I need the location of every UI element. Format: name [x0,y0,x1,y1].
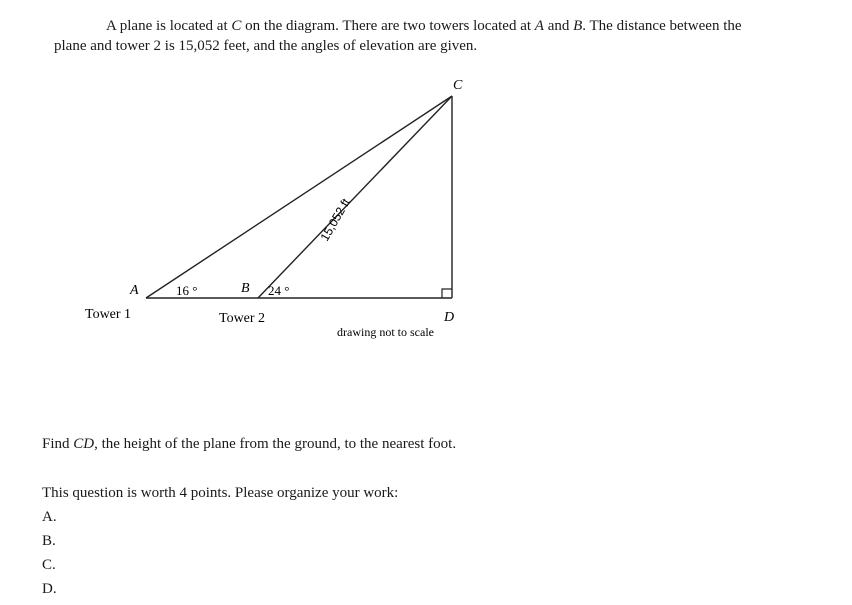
tower1-label: Tower 1 [85,307,132,322]
question-text [42,436,456,453]
line-bc [258,96,452,298]
question-prefix: Find [42,436,74,452]
instructions-text: This question is worth 4 points. Please organize your work: [42,485,399,501]
intro-text-3: . The distance between the plane and tower 2 is 15,052 feet, and the angles of elevation are given. [54,18,742,54]
intro-point-a: A [534,18,544,34]
answer-label-b: B. [42,533,56,549]
tower2-label: Tower 2 [219,311,266,326]
label-point-a: A [130,283,139,298]
intro-point-c: C [231,18,242,34]
intro-text-2: on the diagram. There are two towers located at [241,18,535,34]
angle-b-label: 24 ° [268,283,290,298]
distance-label: 15,052 ft [317,196,353,244]
question-suffix: , the height of the plane from the ground, to the nearest foot. [94,436,457,452]
scale-note: drawing not to scale [337,325,434,339]
answer-label-a: A. [42,509,57,525]
label-point-c: C [453,78,463,93]
angle-a-label: 16 ° [176,283,198,298]
line-ac [146,96,452,298]
right-angle-marker [442,289,452,298]
label-point-d: D [444,310,455,325]
question-variable: CD [73,436,95,452]
intro-text-1: A plane is located at [106,18,232,34]
answer-label-d: D. [42,581,57,597]
label-point-b: B [241,281,250,296]
answer-label-c: C. [42,557,56,573]
intro-text-and: and [543,18,574,34]
intro-point-b: B [573,18,583,34]
